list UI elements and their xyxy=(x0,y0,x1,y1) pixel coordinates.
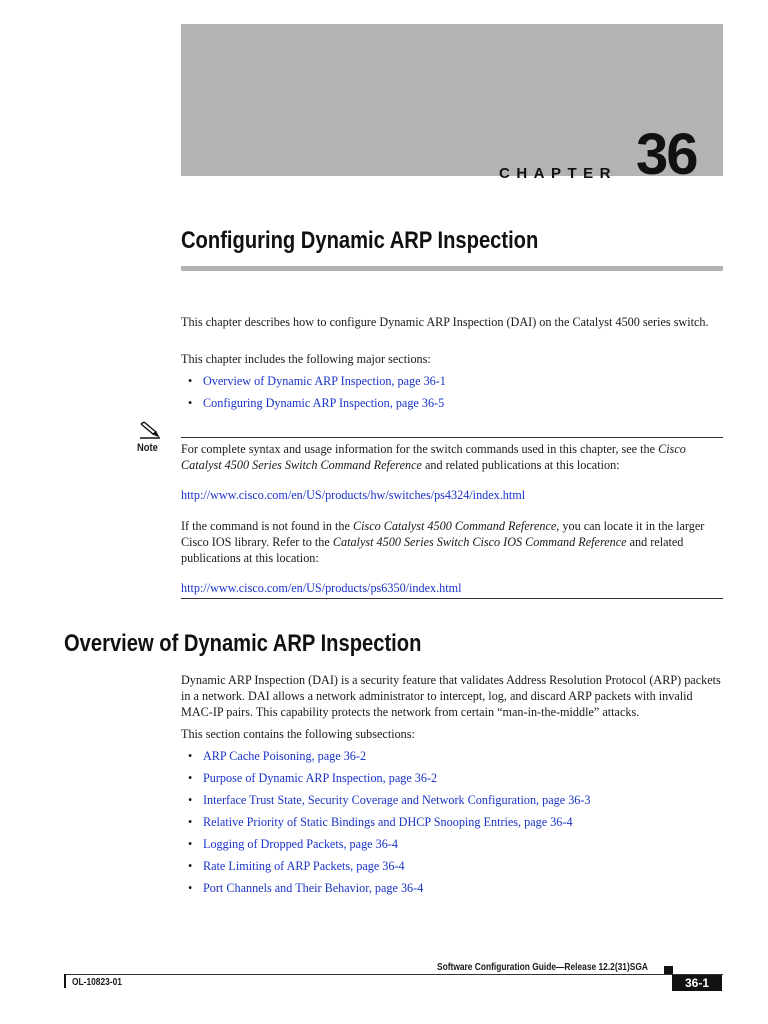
major-sections-list xyxy=(181,373,726,411)
intro-sections-lead: This chapter includes the following major sections: xyxy=(181,352,431,366)
cisco-url-link-2[interactable]: http://www.cisco.com/en/US/products/ps6350/index.html xyxy=(181,581,462,595)
subsection-link[interactable]: ARP Cache Poisoning, page 36-2 xyxy=(203,749,367,763)
note-paragraph-1: For complete syntax and usage information for the switch commands used in this chapter, see the Cisco Catalyst 4500 Series Switch Command Reference and related publications at this location: xyxy=(181,442,686,472)
cisco-url-link-1[interactable]: http://www.cisco.com/en/US/products/hw/switches/ps4324/index.html xyxy=(181,488,526,502)
list-item[interactable]: • Relative Priority of Static Bindings and DHCP Snooping Entries, page 36-4 xyxy=(188,815,573,829)
note-top-rule xyxy=(181,437,723,438)
title-divider xyxy=(181,266,723,271)
footer-rule xyxy=(64,974,723,975)
intro-paragraph: This chapter describes how to configure Dynamic ARP Inspection (DAI) on the Catalyst 4500 series switch. xyxy=(181,315,709,329)
subsection-link[interactable]: Purpose of Dynamic ARP Inspection, page 36-2 xyxy=(203,771,438,785)
subsection-link[interactable]: Relative Priority of Static Bindings and DHCP Snooping Entries, page 36-4 xyxy=(203,815,573,829)
subsections-lead: This section contains the following subsections: xyxy=(181,727,415,741)
reference-title: Cisco Catalyst 4500 Command Reference xyxy=(352,519,557,533)
list-item[interactable]: • Port Channels and Their Behavior, page 36-4 xyxy=(188,881,424,895)
subsection-link[interactable]: Port Channels and Their Behavior, page 36-4 xyxy=(203,881,424,895)
note-label: Note xyxy=(137,442,158,454)
reference-title: Cisco Catalyst 4500 Series Switch Command Reference xyxy=(181,442,686,472)
subsection-link[interactable]: Rate Limiting of ARP Packets, page 36-4 xyxy=(203,859,405,873)
list-item[interactable]: • ARP Cache Poisoning, page 36-2 xyxy=(188,749,367,763)
list-item[interactable]: • Configuring Dynamic ARP Inspection, page 36-5 xyxy=(188,396,445,410)
list-item[interactable]: • Rate Limiting of ARP Packets, page 36-4 xyxy=(188,859,405,873)
list-item[interactable]: • Purpose of Dynamic ARP Inspection, page 36-2 xyxy=(188,771,438,785)
page-title: Configuring Dynamic ARP Inspection xyxy=(181,227,539,254)
subsection-link[interactable]: Logging of Dropped Packets, page 36-4 xyxy=(203,837,398,851)
chapter-label: CHAPTER xyxy=(499,165,618,182)
note-paragraph-2: If the command is not found in the Cisco Catalyst 4500 Command Reference, you can locate it in the larger Cisco IOS library. Refer to the Catalyst 4500 Series Switch Cisco IOS Command Reference and related publications at this location: xyxy=(181,519,705,565)
footer-doc-number: OL-10823-01 xyxy=(72,977,122,988)
section-link-configuring[interactable]: Configuring Dynamic ARP Inspection, page 36-5 xyxy=(203,396,445,410)
pencil-icon xyxy=(138,420,162,440)
reference-title: Catalyst 4500 Series Switch Cisco IOS Command Reference xyxy=(332,535,627,549)
chapter-number: 36 xyxy=(636,122,697,187)
overview-paragraph: Dynamic ARP Inspection (DAI) is a security feature that validates Address Resolution Protocol (ARP) packets in a network. DAI allows a network administrator to intercept, log, and discard ARP packets with invalid MAC-IP pairs. This capability protects the network from certain “man-in-the-middle” attacks. xyxy=(181,673,721,719)
footer-guide-title: Software Configuration Guide—Release 12.2(31)SGA xyxy=(437,962,648,973)
footer-left-tick xyxy=(64,974,66,988)
list-item[interactable]: • Overview of Dynamic ARP Inspection, page 36-1 xyxy=(188,374,446,388)
section-link-overview[interactable]: Overview of Dynamic ARP Inspection, page 36-1 xyxy=(203,374,446,388)
note-bottom-rule xyxy=(181,598,723,599)
section-heading: Overview of Dynamic ARP Inspection xyxy=(64,630,422,657)
list-item[interactable]: • Logging of Dropped Packets, page 36-4 xyxy=(188,837,398,851)
list-item[interactable]: • Interface Trust State, Security Coverage and Network Configuration, page 36-3 xyxy=(188,793,591,807)
subsection-link[interactable]: Interface Trust State, Security Coverage and Network Configuration, page 36-3 xyxy=(203,793,591,807)
page-number: 36-1 xyxy=(672,975,722,991)
subsections-list xyxy=(181,748,726,896)
